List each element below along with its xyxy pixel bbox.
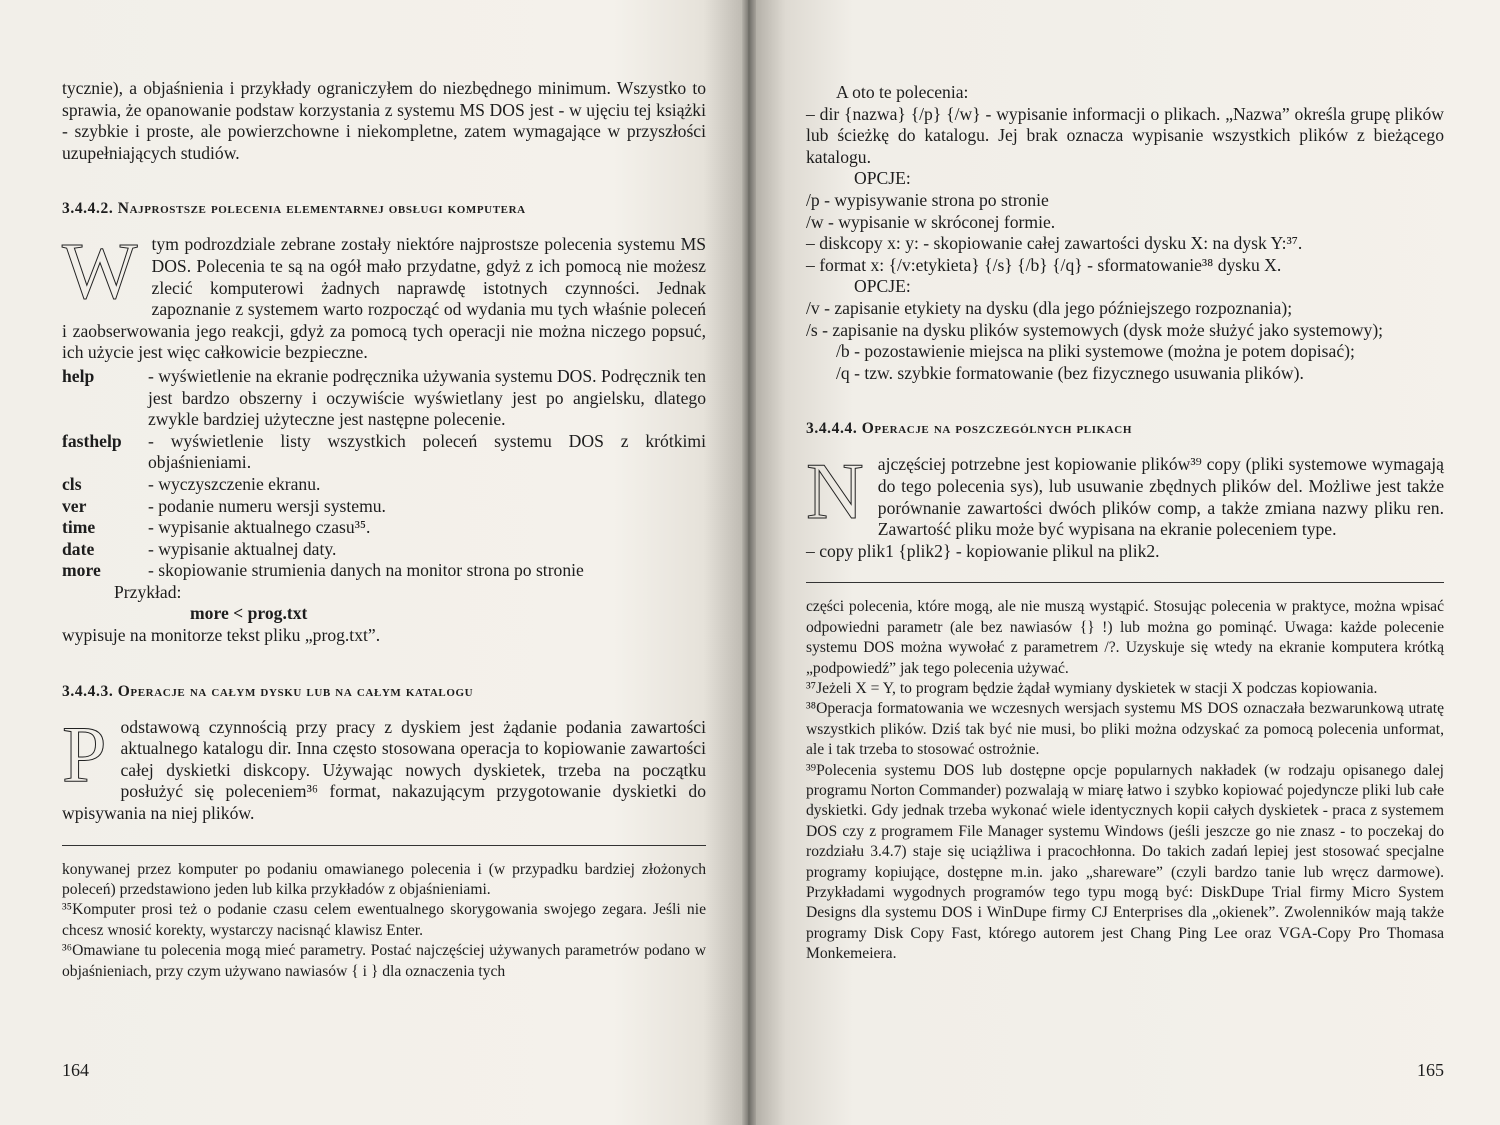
def-row xyxy=(62,366,706,431)
book-gutter xyxy=(742,0,756,1125)
footnote-37: ³⁷Jeżeli X = Y, to program będzie żądał wymiany dyskietek w stacji X podczas kopiowania. xyxy=(806,679,1378,697)
example-label: Przykład: xyxy=(114,581,182,602)
diskcopy-command: – diskcopy x: y: - skopiowanie całej zawartości dysku X: na dysk Y:³⁷. xyxy=(806,233,1303,254)
def-desc: - podanie numeru wersji systemu. xyxy=(148,495,386,516)
footnote-38: ³⁸Operacja formatowania we wczesnych wersjach systemu MS DOS oznaczała bezwarunkową utratę wszystkich plików. Dziś tak być nie musi, bo pliki można odzyskać za pomocą polecenia unformat, ale i tak trzeba to stosować ostrożnie. xyxy=(806,700,1444,759)
def-row xyxy=(62,431,706,474)
section1-body xyxy=(62,228,706,364)
footnote-rule xyxy=(62,845,706,846)
def-row xyxy=(62,517,706,539)
options-label: OPCJE: xyxy=(854,168,911,189)
option-w: /w - wypisanie w skróconej formie. xyxy=(806,211,1056,232)
def-desc: - wyczyszczenie ekranu. xyxy=(148,473,321,494)
def-row xyxy=(62,496,706,518)
footnote-rule-right xyxy=(806,582,1444,583)
example-code: more < prog.txt xyxy=(190,603,308,624)
def-desc: - wypisanie aktualnej daty. xyxy=(148,538,337,559)
def-term: cls xyxy=(62,473,82,494)
def-desc: - wyświetlenie listy wszystkich poleceń systemu DOS z krótkimi objaśnieniami. xyxy=(148,430,706,473)
def-desc: - skopiowanie strumienia danych na monitor strona po stronie xyxy=(148,560,584,581)
footnote-continued-right: części polecenia, które mogą, ale nie muszą wystąpić. Stosując polecenia w praktyce, można wpisać odpowiedni parametr (ale bez nawiasów {} !) lub można go pominąć. Uwaga: każde polecenie systemu DOS można wywołać z parametrem /?. Uzyskuje się wtedy na ekranie komputera krótką „podpowiedź” jak tego polecenia używać. xyxy=(806,598,1444,677)
options-label-2: OPCJE: xyxy=(854,276,911,297)
dropcap-n: N xyxy=(806,448,864,537)
def-row xyxy=(62,560,706,582)
intro-paragraph: tycznie), a objaśnienia i przykłady ograniczyłem do niezbędnego minimum. Wszystko to sprawia, że opanowanie podstaw korzystania z systemu MS DOS jest - w ujęciu tej książki - szybkie i proste, ale powierzchowne i niekompletne, zatem wymagające w przyszłości uzupełniających studiów. xyxy=(62,78,706,163)
dropcap-w: W xyxy=(62,228,138,317)
footnote-35: ³⁵Komputer prosi też o podanie czasu celem ewentualnego skorygowania swojego zegara. Jeśli nie chcesz wnosić korekty, wystarczy nacisnąć klawisz Enter. xyxy=(62,901,706,939)
option-v: /v - zapisanie etykiety na dysku (dla jego późniejszego rozpoznania); xyxy=(806,297,1293,318)
section2-text: odstawową czynnością przy pracy z dyskiem jest żądanie podania zawartości aktualnego katalogu dir. Inna często stosowana operacja to kopiowanie zawartości całej dyskietki diskcopy. Używając nowych dyskietek, trzeba na początku posłużyć się poleceniem³⁶ format, nakazującym przygotowanie dyskietki do wpisywania na niej plików. xyxy=(62,716,706,824)
def-desc: - wyświetlenie na ekranie podręcznika używania systemu DOS. Podręcznik ten jest bardzo obszerny i oczywiście wyświetlany jest po angielsku, dlatego zwykle bardziej użyteczne jest następne polecenie. xyxy=(148,365,706,430)
def-term: more xyxy=(62,560,101,581)
def-term: ver xyxy=(62,495,87,516)
section2-body xyxy=(62,710,706,825)
footnote-39: ³⁹Polecenia systemu DOS lub dostępne opcje popularnych nakładek (w rodzaju opisanego dalej programu Norton Commander) pozwalają w miarę łatwo i szybko kopiować pojedyncze pliki lub całe dyskietki. Gdy jednak trzeba wykonać wiele identycznych kopii całych dyskietek - praca z systemem DOS czy z programem File Manager systemu Windows (jeśli jeszcze go nie znasz - to poczekaj do rozdziału 3.4.7) staje się uciążliwa i pracochłonna. Do takich zadań lepiej jest stosować specjalne programy kopiujące, dostępne m.in. jako „shareware” (czyli bardzo tanie lub wręcz darmowe). Przykładami wygodnych programów tego typu mogą być: DiskDupe Trial firmy Micro System Designs dla systemu DOS i WinDupe firmy CJ Enterprises dla „okienek”. Zwolenników mają także programy Disk Copy Fast, którego autorem jest Chang Ping Lee oraz VGA-Copy Pro Thomasa Monkemeiera. xyxy=(806,761,1444,963)
section-heading-3: 3.4.4.4. Operacje na poszczególnych plikach xyxy=(806,420,1132,438)
left-page xyxy=(0,0,748,1125)
footnote-continued: konywanej przez komputer po podaniu omawianego polecenia i (w przypadku bardziej złożonych poleceń) przedstawiono jeden lub kilka przykładów z objaśnieniami. xyxy=(62,860,706,899)
def-term: date xyxy=(62,538,95,559)
format-command: – format x: {/v:etykieta} {/s} {/b} {/q} - sformatowanie³⁸ dysku X. xyxy=(806,254,1282,275)
dropcap-p: P xyxy=(62,710,107,799)
commands-intro: A oto te polecenia: xyxy=(836,82,969,102)
def-term: help xyxy=(62,365,95,386)
def-row xyxy=(62,539,706,561)
section1-text: tym podrozdziale zebrane zostały niektóre najprostsze polecenia systemu MS DOS. Polecenia te są na ogół mało przydatne, gdyż z ich pomocą nie możesz zlecić komputerowi żadnych naprawdę istotnych czynności. Jednak zapoznanie z systemem warto rozpocząć od wydania mu tych właśnie poleceń i zaobserwowania jego reakcji, gdyż za pomocą tych operacji nie można niczego popsuć, ich użycie jest więc całkowicie bezpieczne. xyxy=(62,234,706,363)
option-q: /q - tzw. szybkie formatowanie (bez fizycznego usuwania plików). xyxy=(836,362,1304,383)
section-heading-2: 3.4.4.3. Operacje na całym dysku lub na całym katalogu xyxy=(62,682,474,700)
right-page xyxy=(748,0,1500,1125)
option-p: /p - wypisywanie strona po stronie xyxy=(806,189,1049,210)
option-b: /b - pozostawienie miejsca na pliki systemowe (można je potem dopisać); xyxy=(836,341,1355,362)
copy-command: – copy plik1 {plik2} - kopiowanie plikul na plik2. xyxy=(806,540,1160,561)
page-number-left: 164 xyxy=(62,1060,89,1080)
def-term: fasthelp xyxy=(62,430,122,451)
option-s: /s - zapisanie na dysku plików systemowych (dysk może służyć jako systemowy); xyxy=(806,319,1384,340)
page-number-right: 165 xyxy=(1417,1060,1444,1080)
section-heading-1: 3.4.4.2. Najprostsze polecenia elementarnej obsługi komputera xyxy=(62,200,526,218)
example-explain: wypisuje na monitorze tekst pliku „prog.txt”. xyxy=(62,625,381,646)
def-row xyxy=(62,474,706,496)
section3-body xyxy=(806,448,1444,540)
command-definitions xyxy=(62,366,706,582)
footnote-36: ³⁶Omawiane tu polecenia mogą mieć parametry. Postać najczęściej używanych parametrów podano w objaśnieniach, przy czym używano nawiasów { i } dla oznaczenia tych xyxy=(62,942,706,980)
section3-text: ajczęściej potrzebne jest kopiowanie plików³⁹ copy (pliki systemowe wymagają do tego polecenia sys), lub usuwanie zbędnych plików del. Możliwe jest także porównanie zawartości dwóch plików comp, a także zmiana nazwy pliku ren. Zawartość pliku może być wypisana na ekranie poleceniem type. xyxy=(877,454,1444,540)
def-term: time xyxy=(62,517,96,538)
dir-command: – dir {nazwa} {/p} {/w} - wypisanie informacji o plikach. „Nazwa” określa grupę plików lub ścieżkę do katalogu. Jej brak oznacza wypisanie wszystkich plików z bieżącego katalogu. xyxy=(806,103,1444,167)
def-desc: - wypisanie aktualnego czasu³⁵. xyxy=(148,517,371,538)
